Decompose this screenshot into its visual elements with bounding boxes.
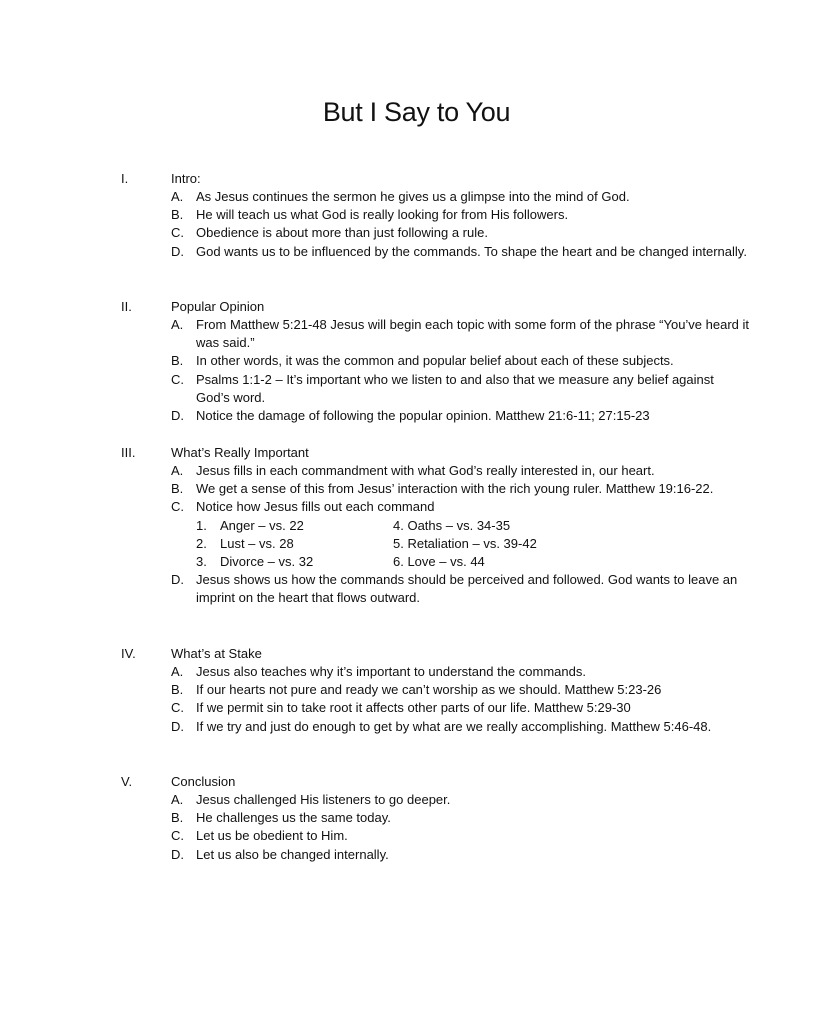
item-text: In other words, it was the common and popular belief about each of these subjects. (196, 353, 674, 369)
section-heading: What’s Really Important (171, 445, 309, 460)
item-text: We get a sense of this from Jesus’ interaction with the rich young ruler. Matthew 19:16-22. (196, 481, 714, 497)
section-items (171, 462, 751, 608)
list-item (171, 827, 751, 845)
command-left: Divorce – vs. 32 (220, 553, 314, 569)
item-letter: C. (171, 700, 184, 716)
item-letter: A. (171, 189, 184, 204)
item-text: God wants us to be influenced by the commands. To shape the heart and be changed internally. (196, 243, 747, 259)
section-numeral: III. (121, 445, 136, 460)
item-letter: B. (171, 682, 184, 698)
list-item (171, 681, 751, 699)
command-number: 3. (196, 553, 207, 569)
item-letter: A. (171, 317, 184, 332)
document-title: But I Say to You (322, 97, 511, 127)
list-item (171, 480, 751, 498)
section-heading: Conclusion (171, 774, 236, 789)
command-row (196, 517, 751, 535)
item-text: If our hearts not pure and ready we can’t worship as we should. Matthew 5:23-26 (196, 682, 662, 698)
list-item (171, 846, 751, 864)
item-letter: A. (171, 664, 184, 679)
section-numeral: II. (121, 299, 132, 314)
command-row (196, 553, 751, 571)
section-items (171, 663, 751, 736)
command-right: 5. Retaliation – vs. 39-42 (393, 535, 537, 551)
command-number: 2. (196, 535, 207, 551)
item-letter: D. (171, 718, 184, 734)
item-text: He challenges us the same today. (196, 810, 391, 826)
item-text: Obedience is about more than just following a rule. (196, 225, 488, 241)
section-items (171, 188, 751, 261)
item-text: Jesus challenged His listeners to go deeper. (196, 792, 451, 807)
item-text: Jesus shows us how the commands should be perceived and followed. God wants to leave an imprint on the heart that flows outward. (196, 572, 738, 606)
list-item (171, 571, 751, 607)
command-right: 4. Oaths – vs. 34-35 (393, 517, 511, 533)
command-right: 6. Love – vs. 44 (393, 553, 485, 569)
item-letter: B. (171, 207, 184, 223)
section-numeral: IV. (121, 646, 136, 661)
section-heading: What’s at Stake (171, 646, 262, 661)
list-item (171, 462, 751, 480)
list-item (171, 791, 751, 809)
list-item (171, 316, 751, 352)
commands-list (171, 517, 751, 572)
section-numeral: I. (121, 171, 129, 186)
list-item (171, 663, 751, 681)
item-text: Psalms 1:1-2 – It’s important who we listen to and also that we measure any belief against God’s word. (196, 371, 714, 405)
item-text: Notice the damage of following the popular opinion. Matthew 21:6-11; 27:15-23 (196, 408, 650, 424)
section-heading: Intro: (171, 171, 201, 186)
item-letter: B. (171, 481, 184, 497)
item-text: He will teach us what God is really looking for from His followers. (196, 207, 569, 223)
item-text: Jesus fills in each commandment with what God’s really interested in, our heart. (196, 463, 655, 478)
item-letter: D. (171, 243, 184, 259)
item-letter: C. (171, 499, 184, 515)
list-item (171, 224, 751, 242)
command-left: Lust – vs. 28 (220, 535, 294, 551)
item-letter: A. (171, 792, 184, 807)
item-text: If we try and just do enough to get by what are we really accomplishing. Matthew 5:46-48. (196, 718, 712, 734)
section-heading: Popular Opinion (171, 299, 265, 314)
list-item (171, 243, 751, 261)
item-letter: A. (171, 463, 184, 478)
list-item (171, 352, 751, 370)
item-text: From Matthew 5:21-48 Jesus will begin each topic with some form of the phrase “You’ve heard it was said.” (196, 317, 750, 351)
item-text: Notice how Jesus fills out each command (196, 499, 435, 515)
section-items (171, 316, 751, 425)
item-text: Let us also be changed internally. (196, 846, 389, 862)
item-letter: B. (171, 353, 184, 369)
item-text: Let us be obedient to Him. (196, 828, 348, 844)
item-letter: D. (171, 408, 184, 424)
list-item (171, 718, 751, 736)
item-letter: C. (171, 371, 184, 387)
command-left: Anger – vs. 22 (220, 517, 304, 533)
item-letter: C. (171, 828, 184, 844)
item-text: Jesus also teaches why it’s important to understand the commands. (196, 664, 586, 679)
list-item (171, 188, 751, 206)
item-letter: D. (171, 572, 184, 588)
item-text: As Jesus continues the sermon he gives us a glimpse into the mind of God. (196, 189, 630, 204)
list-item (171, 407, 751, 425)
item-letter: D. (171, 846, 184, 862)
item-letter: C. (171, 225, 184, 241)
list-item (171, 809, 751, 827)
item-letter: B. (171, 810, 184, 826)
command-row (196, 535, 751, 553)
section-numeral: V. (121, 774, 133, 789)
command-number: 1. (196, 517, 207, 533)
list-item (171, 699, 751, 717)
list-item (171, 206, 751, 224)
list-item (171, 371, 751, 407)
list-item (171, 498, 751, 516)
item-text: If we permit sin to take root it affects other parts of our life. Matthew 5:29-30 (196, 700, 631, 716)
section-items (171, 791, 751, 864)
